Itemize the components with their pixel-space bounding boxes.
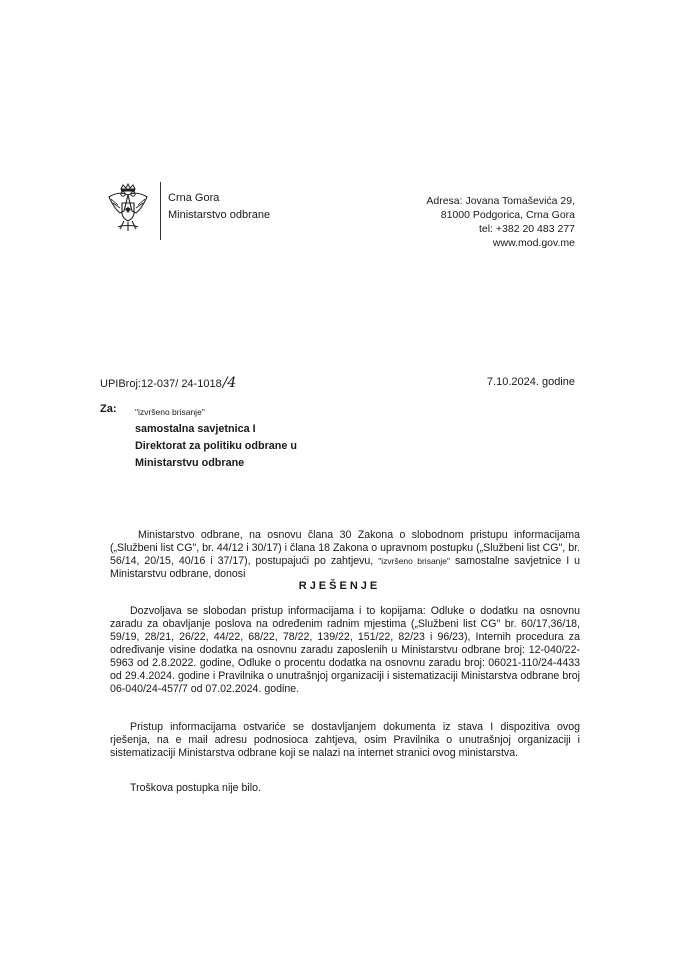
intro-redacted: "izvršeno brisanje" bbox=[378, 556, 451, 566]
address-line-2: 81000 Podgorica, Crna Gora bbox=[440, 209, 575, 221]
intro-rest: samostalne savjetnice I u Ministarstvu odbrane, donosi bbox=[110, 555, 580, 580]
paragraph-2: Pristup informacijama ostvariće se dostavljanjem dokumenta iz stava I dispozitiva ovog rješenja, na e mail adresu podnosioca zahtjeva, osim Pravilnika o unutrašnjoj organizaciji i sistematizaciji Ministarstva odbrane koji se nalazi na internet stranici ovog ministarstva. bbox=[110, 721, 580, 759]
address-line-1: Adresa: Jovana Tomaševića 29, bbox=[426, 195, 575, 207]
reference-number-text: UPIBroj:12-037/ 24-1018 bbox=[100, 378, 222, 390]
paragraph-3: Troškova postupka nije bilo. bbox=[130, 782, 261, 794]
recipient-line-1: samostalna savjetnica I bbox=[135, 423, 256, 435]
website: www.mod.gov.me bbox=[492, 237, 575, 249]
paragraph-1: Dozvoljava se slobodan pristup informacijama i to kopijama: Odluke o dodatku na osnovnu zaradu za obavljanje poslova na određenim radnim mjestima („Službeni list CG" br. 60/17,36/18, 59/19, 28/21, 26/22, 44/22, 68/22, 78/22, 139/22, 151/22, 82/23 i 96/23), Internih procedura za određivanje visine dodatka na osnovnu zaradu zaposlenih u Ministarstvu odbrane broj: 12-040/22-5963 od 2.8.2022. godine, Odluke o procentu dodatka na osnovnu zaradu broj: 06021-110/24-4433 od 29.4.2024. godine i Pravilnika o unutrašnjoj organizaciji i sistematizaciji Ministarstva odbrane broj 06-040/24-457/7 od 07.02.2024. godine. bbox=[110, 605, 580, 695]
coat-of-arms-icon bbox=[106, 183, 150, 233]
decision-title: RJEŠENJE bbox=[298, 580, 381, 592]
recipient-redacted: "izvršeno brisanje" bbox=[135, 407, 205, 417]
org-block bbox=[168, 190, 270, 224]
address-block bbox=[426, 194, 575, 250]
reference-number bbox=[100, 375, 236, 391]
recipient-line-2: Direktorat za politiku odbrane u bbox=[135, 440, 297, 452]
recipient-label: Za: bbox=[100, 403, 117, 415]
ministry-name: Ministarstvo odbrane bbox=[168, 209, 271, 221]
intro-paragraph bbox=[110, 529, 580, 581]
org-name: Crna Gora bbox=[168, 192, 220, 204]
document-date: 7.10.2024. godine bbox=[486, 376, 575, 388]
intro-text: Ministarstvo odbrane, na osnovu člana 30 Zakona o slobodnom pristupu informacijama („Službeni list CG", br. 44/12 i 30/17) i člana 18 Zakona o upravnom postupku („Službeni list CG", br. 56/14, 20/15, 40/16 i 37/17), postupajući po zahtjevu, bbox=[110, 529, 580, 567]
recipient-line-3: Ministarstvu odbrane bbox=[135, 457, 245, 469]
handwritten-suffix: /4 bbox=[222, 375, 237, 391]
recipient-block bbox=[135, 404, 297, 472]
phone: tel: +382 20 483 277 bbox=[478, 223, 575, 235]
header-divider bbox=[160, 182, 161, 240]
